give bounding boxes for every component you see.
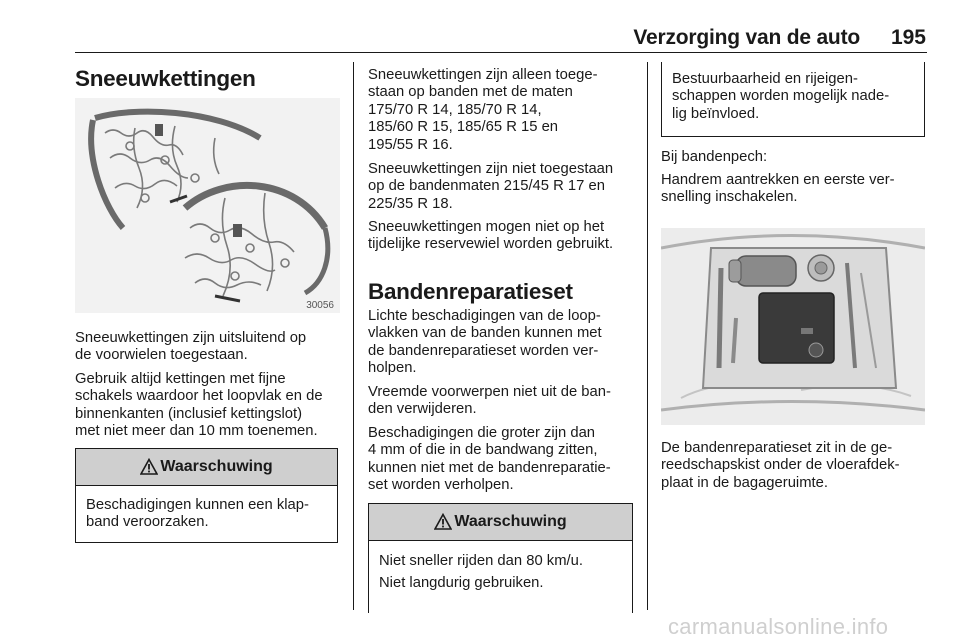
text-line: den verwijderen. — [368, 401, 477, 418]
text-line: Lichte beschadigingen van de loop- — [368, 308, 601, 324]
snow-chains-figure — [75, 98, 340, 313]
warning-header — [76, 449, 337, 486]
text-line: Bij bandenpech: — [661, 149, 768, 165]
text-line: 185/60 R 15, 185/65 R 15 en — [368, 119, 559, 136]
warning-triangle-icon — [434, 513, 452, 531]
paragraph-large-damage — [368, 425, 611, 495]
paragraph-tyre-failure — [661, 149, 767, 166]
paragraph-fine-links — [75, 371, 323, 441]
text-line: schakels waardoor het loopvlak en de — [75, 388, 323, 405]
text-line: binnenkanten (inclusief kettingslot) — [75, 405, 303, 422]
text-line: reedschapskist onder de vloerafdek- — [661, 457, 900, 474]
column-divider-left — [353, 62, 354, 610]
snow-chains-illustration — [75, 98, 340, 313]
text-line: De bandenreparatieset zit in de ge- — [661, 440, 893, 456]
text-line: vlakken van de banden kunnen met — [368, 325, 602, 342]
paragraph-handbrake — [661, 172, 895, 207]
text-line: snelling inschakelen. — [661, 189, 798, 206]
text-line: set worden verholpen. — [368, 477, 514, 494]
paragraph-spare-wheel — [368, 219, 613, 254]
text-line: Beschadigingen die groter zijn dan — [368, 425, 596, 441]
text-line: Sneeuwkettingen zijn alleen toege- — [368, 67, 598, 83]
warning-body — [662, 62, 924, 123]
paragraph-light-damage — [368, 308, 602, 378]
text-line: Sneeuwkettingen mogen niet op het — [368, 219, 605, 235]
text-line: Vreemde voorwerpen niet uit de ban- — [368, 384, 611, 400]
text-line: 175/70 R 14, 185/70 R 14, — [368, 101, 542, 118]
repair-kit-illustration — [661, 228, 925, 425]
text-line: schappen worden mogelijk nade- — [672, 88, 890, 105]
text-line: 225/35 R 18. — [368, 195, 453, 212]
warning-continuation-box — [661, 62, 925, 137]
text-line: Bestuurbaarheid en rijeigen- — [672, 71, 858, 87]
text-line: de voorwielen toegestaan. — [75, 347, 248, 364]
paragraph-front-wheels — [75, 330, 306, 365]
text-line: lig beïnvloed. — [672, 105, 760, 122]
text-line: tijdelijke reservewiel worden gebruikt. — [368, 236, 614, 253]
paragraph-not-allowed-sizes — [368, 161, 613, 213]
text-line: Sneeuwkettingen zijn niet toegestaan — [368, 161, 614, 177]
warning-triangle-icon — [140, 458, 158, 476]
text-line: met niet meer dan 10 mm toenemen. — [75, 423, 318, 440]
text-line: Niet sneller rijden dan 80 km/u. — [379, 553, 583, 569]
header-rule — [75, 52, 927, 53]
section-title-repair-kit: Bandenreparatieset — [368, 279, 573, 304]
text-line: Beschadigingen kunnen een klap- — [86, 497, 309, 513]
text-line: 195/55 R 16. — [368, 136, 453, 153]
text-line: Gebruik altijd kettingen met fijne — [75, 371, 286, 387]
figure-code: 30056 — [306, 300, 334, 311]
text-line: holpen. — [368, 360, 417, 377]
warning-box-snow-chains — [75, 448, 338, 543]
text-line: Niet langdurig gebruiken. — [379, 575, 544, 592]
text-line: de bandenreparatieset worden ver- — [368, 342, 599, 359]
warning-header — [369, 504, 632, 541]
text-line: staan op banden met de maten — [368, 84, 573, 101]
repair-kit-figure — [661, 228, 925, 425]
text-line: op de bandenmaten 215/45 R 17 en — [368, 178, 605, 195]
text-line: plaat in de bagageruimte. — [661, 474, 828, 491]
paragraph-kit-location — [661, 440, 900, 492]
running-header-title: Verzorging van de auto — [633, 26, 860, 49]
paragraph-foreign-objects — [368, 384, 611, 419]
warning-body — [369, 541, 632, 593]
warning-box-repair-kit — [368, 503, 633, 613]
warning-body — [76, 486, 337, 532]
text-line: band veroorzaken. — [86, 514, 209, 531]
warning-title: Waarschuwing — [454, 513, 567, 530]
text-line: Sneeuwkettingen zijn uitsluitend op — [75, 330, 307, 346]
text-line: 4 mm of die in de bandwang zitten, — [368, 442, 598, 459]
column-divider-right — [647, 62, 648, 610]
text-line: Handrem aantrekken en eerste ver- — [661, 172, 895, 188]
text-line: kunnen niet met de bandenreparatie- — [368, 459, 611, 476]
page-number: 195 — [890, 26, 926, 49]
section-title-snow-chains: Sneeuwkettingen — [75, 66, 256, 91]
warning-title: Waarschuwing — [160, 458, 273, 475]
paragraph-allowed-sizes — [368, 67, 598, 154]
watermark: carmanualsonline.info — [668, 614, 889, 639]
